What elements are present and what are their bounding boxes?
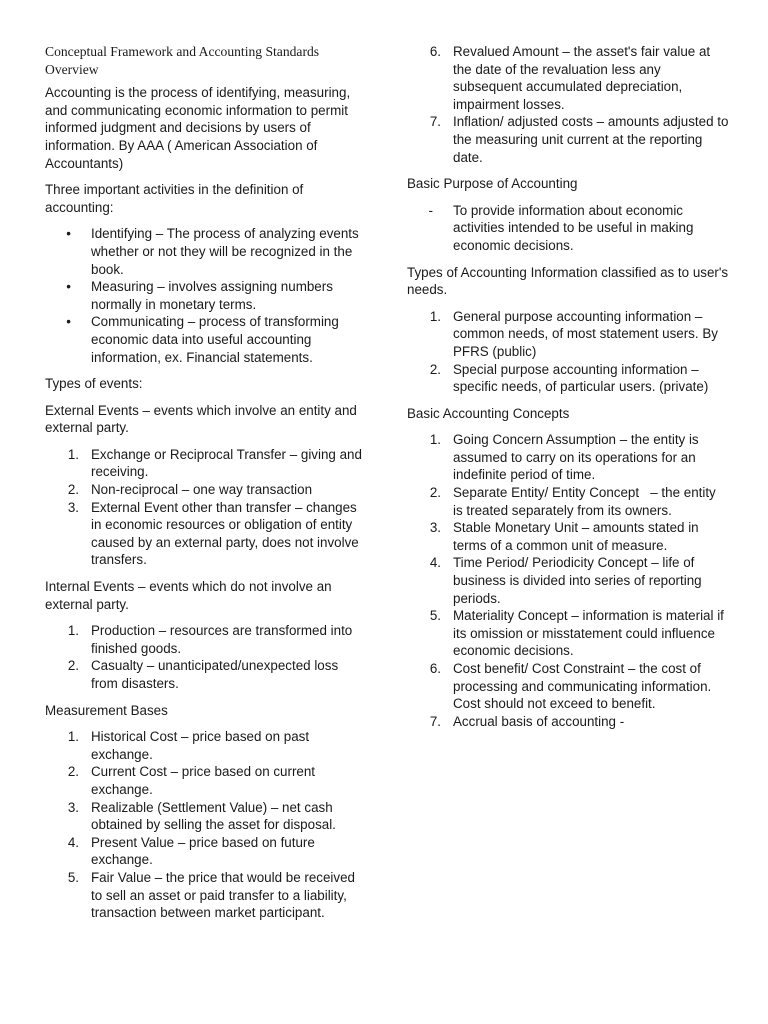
list-item: - To provide information about economic activities intended to be useful in making economic decisions. — [407, 202, 729, 255]
concepts-heading: Basic Accounting Concepts — [407, 405, 570, 421]
list-item: 3. Stable Monetary Unit – amounts stated in terms of a common unit of measure. — [429, 520, 699, 553]
list-item: 1. General purpose accounting information – common needs, of most statement users. By PFRS (public) — [429, 308, 718, 359]
list-item: • Measuring – involves assigning numbers normally in monetary terms. — [45, 278, 367, 313]
list-item: 1. Going Concern Assumption – the entity is assumed to carry on its operations for an indefinite period of time. — [429, 432, 699, 483]
list-item: 2. Special purpose accounting information – specific needs, of particular users. (private) — [429, 361, 709, 395]
list-item: 4. Time Period/ Periodicity Concept – life of business is divided into series of reporting periods. — [429, 555, 702, 606]
events-heading: Types of events: — [45, 376, 143, 392]
list-item: 6. Cost benefit/ Cost Constraint – the cost of processing and communicating information. Cost should not exceed to benefit. — [429, 661, 712, 712]
list-item: 4. Present Value – price based on future exchange. — [67, 834, 315, 868]
types-info-heading: Types of Accounting Information classified as to user's needs. — [407, 264, 729, 298]
concepts-list — [407, 431, 729, 730]
list-item: 7. Inflation/ adjusted costs – amounts adjusted to the measuring unit current at the reporting date. — [429, 114, 729, 165]
measurement-list — [45, 728, 367, 922]
external-events-list — [45, 446, 367, 569]
types-info-list — [407, 308, 729, 396]
measurement-heading: Measurement Bases — [45, 702, 168, 718]
list-item: 5. Fair Value – the price that would be received to sell an asset or paid transfer to a liability, transaction between market participant. — [67, 869, 355, 921]
list-item: 6. Revalued Amount – the asset's fair value at the date of the revaluation less any subsequent accumulated depreciation, impairment losses. — [429, 44, 711, 112]
bullet-icon: • — [66, 314, 71, 330]
list-item: 2. Current Cost – price based on current exchange. — [67, 764, 316, 797]
list-item: 7. Accrual basis of accounting - — [429, 713, 625, 729]
internal-events-list — [45, 622, 367, 692]
list-item: 1. Historical Cost – price based on past exchange. — [67, 729, 310, 762]
intro-paragraph: Accounting is the process of identifying, measuring, and communicating economic information to permit informed judgment and decisions by users of information. By AAA ( American Association of Accountants) — [45, 85, 351, 171]
list-item: • Identifying – The process of analyzing events whether or not they will be recognized in the book. — [45, 225, 367, 278]
document-title — [45, 43, 367, 78]
bullet-icon: • — [66, 279, 71, 295]
list-item: 3. External Event other than transfer – changes in economic resources or obligation of entity caused by an external party, does not involve transfers. — [67, 499, 359, 568]
list-item: 2. Casualty – unanticipated/unexpected loss from disasters. — [67, 658, 339, 691]
bullet-icon: • — [66, 226, 71, 242]
purpose-list — [407, 202, 729, 255]
list-item: 1. Production – resources are transformed into finished goods. — [67, 623, 353, 656]
title-line-1: Conceptual Framework and Accounting Standards — [45, 44, 320, 59]
purpose-heading: Basic Purpose of Accounting — [407, 176, 578, 192]
list-item: 2. Separate Entity/ Entity Concept – the entity is treated separately from its owners. — [429, 485, 720, 518]
dash-icon: - — [428, 202, 433, 218]
activities-heading: Three important activities in the definition of accounting: — [45, 182, 304, 215]
list-item: 2. Non-reciprocal – one way transaction — [67, 482, 313, 498]
list-item: 1. Exchange or Reciprocal Transfer – giving and receiving. — [67, 446, 362, 480]
title-line-2: Overview — [45, 61, 99, 77]
internal-events-heading: Internal Events – events which do not involve an external party. — [45, 579, 332, 612]
external-events-heading: External Events – events which involve an entity and external party. — [45, 402, 357, 436]
activities-list — [45, 225, 367, 366]
list-item: 3. Realizable (Settlement Value) – net cash obtained by selling the asset for disposal. — [67, 799, 336, 833]
right-column — [407, 43, 729, 739]
measurement-list-continued — [407, 43, 729, 166]
left-column — [45, 43, 367, 931]
list-item: 5. Materiality Concept – information is material if its omission or misstatement could influence economic decisions. — [429, 608, 724, 659]
list-item: • Communicating – process of transforming economic data into useful accounting information, ex. Financial statements. — [45, 313, 367, 366]
